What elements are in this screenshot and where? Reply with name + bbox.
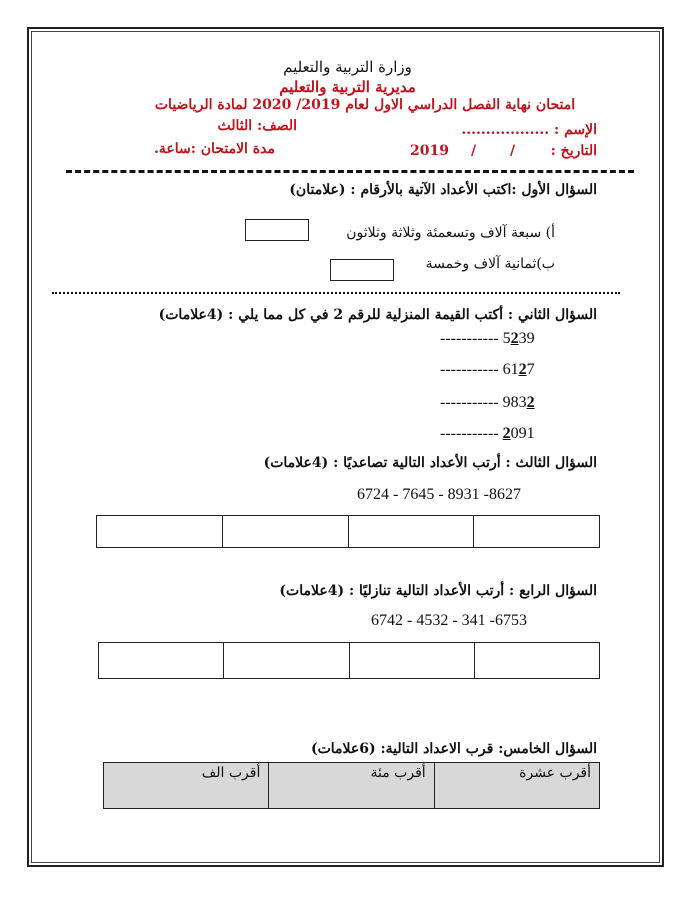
q2-highlighted-digit: 2 [518,361,527,378]
ministry-title: وزارة التربية والتعليم [283,58,412,76]
q2-row [440,330,535,348]
q2-number-part: 5 [502,330,511,347]
q3-answer-table [96,515,600,548]
q3-answer-cell[interactable] [348,516,474,547]
q2-number-part: 39 [518,330,535,347]
q3-numbers: 6724 - 7645 - 8931 -8627 [357,486,521,503]
q2-answer-line: ----------- [440,394,499,411]
date-slash-1: / [510,143,516,159]
grade-label: الصف: الثالث [217,118,297,134]
directorate-title: مديرية التربية والتعليم [279,78,416,96]
q5-rounding-table [103,762,600,809]
q2-row [440,394,535,412]
date-slash-2: / [471,143,477,159]
date-label: التاريخ : [550,143,597,159]
q3-title: السؤال الثالث : أرتب الأعداد التالية تصاعديًا : (4علامات) [263,455,597,471]
q1-title: السؤال الأول :اكتب الأعداد الآتية بالأرقام : (علامتان) [289,182,597,198]
q2-highlighted-digit: 2 [526,394,535,411]
q2-highlighted-digit: 2 [502,425,511,442]
exam-title: امتحان نهاية الفصل الدراسي الاول لعام 2019/ 2020 لمادة الرياضيات [154,97,576,113]
q4-answer-table [98,642,600,679]
q3-answer-cell[interactable] [473,516,599,547]
q3-answer-cell[interactable] [97,516,222,547]
q1-answer-box-a[interactable] [245,219,309,241]
q4-answer-cell[interactable] [474,643,599,678]
q3-answer-cell[interactable] [222,516,348,547]
q2-row [440,361,535,379]
q5-title: السؤال الخامس: قرب الاعداد التالية: (6علامات) [310,741,597,757]
q2-answer-line: ----------- [440,330,499,347]
header-separator [66,170,634,173]
q1-item-a: أ) سبعة آلاف وتسعمئة وثلاثة وثلاثون [346,225,555,241]
q5-header-nearest-thousand: أقرب الف [104,763,268,808]
q2-number-part: 983 [502,394,527,411]
q2-number-part: 091 [510,425,535,442]
q1-item-b: ب)ثمانية آلاف وخمسة [425,256,555,272]
q1-answer-box-b[interactable] [330,259,394,281]
q2-answer-line: ----------- [440,361,499,378]
q4-title: السؤال الرابع : أرتب الأعداد التالية تنازليًا : (4علامات) [279,583,597,599]
section-separator [52,292,620,294]
q2-answer-line: ----------- [440,425,499,442]
q5-header-nearest-ten: أقرب عشرة [434,763,599,808]
q2-number-part: 7 [526,361,535,378]
q4-answer-cell[interactable] [99,643,223,678]
q4-numbers: 6742 - 4532 - 341 -6753 [371,612,527,629]
q4-answer-cell[interactable] [223,643,348,678]
q2-highlighted-digit: 2 [510,330,519,347]
date-year: 2019 [410,143,449,159]
exam-duration: مدة الامتحان :ساعة. [153,141,275,157]
q2-number-part: 61 [502,361,519,378]
q2-title: السؤال الثاني : أكتب القيمة المنزلية للرقم 2 في كل مما يلي : (4علامات) [158,307,597,323]
q2-row [440,425,535,443]
q5-header-nearest-hundred: أقرب مئة [268,763,433,808]
name-field-label: الإسم : .................. [461,122,597,138]
q4-answer-cell[interactable] [349,643,474,678]
